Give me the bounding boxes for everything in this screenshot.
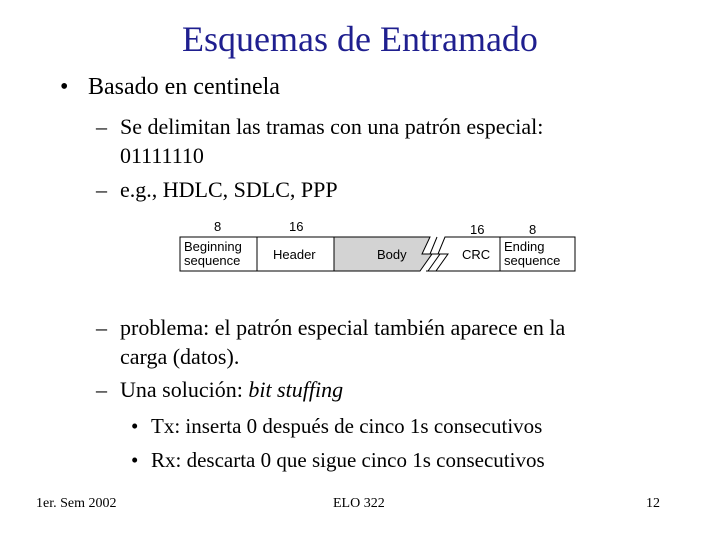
body-label: Body: [377, 247, 407, 262]
size-ending: 8: [529, 222, 537, 237]
header-label: Header: [273, 247, 316, 262]
size-header: 16: [289, 219, 304, 234]
sub-bullet-text: Una solución:: [120, 377, 249, 402]
sub-bullet-text: problema: el patrón especial también aparece en la: [120, 315, 566, 340]
bullet-dot: •: [131, 448, 139, 472]
ending-line2: sequence: [504, 253, 561, 268]
ending-label: [504, 240, 560, 268]
rx-text: Rx: descarta 0 que sigue cinco 1s consecutivos: [151, 448, 545, 472]
tx-bullet: [131, 414, 542, 439]
page-number: 12: [646, 496, 660, 511]
footer-center: ELO 322: [333, 496, 385, 511]
sub-bullet-text: e.g., HDLC, SDLC, PPP: [120, 177, 338, 202]
beginning-line2: sequence: [184, 253, 241, 268]
tx-text: Tx: inserta 0 después de cinco 1s consecutivos: [151, 414, 543, 438]
bullet-dot: •: [60, 74, 69, 100]
sub-bullet-solucion: [96, 377, 343, 403]
sub-bullet-problema-cont: carga (datos).: [120, 344, 240, 369]
bullet-text: Basado en centinela: [88, 74, 280, 100]
crc-label: CRC: [462, 247, 491, 262]
ending-line1: Ending: [504, 239, 545, 254]
beginning-label: [184, 240, 242, 268]
dash: –: [96, 177, 107, 202]
slide-title: Esquemas de Entramado: [182, 19, 538, 59]
beginning-line1: Beginning: [184, 239, 242, 254]
bullet-dot: •: [131, 414, 139, 438]
sub-bullet-problema: [96, 315, 565, 341]
rx-bullet: [131, 448, 545, 473]
size-beginning: 8: [214, 219, 222, 234]
size-crc: 16: [470, 222, 485, 237]
sub-bullet-text: Se delimitan las tramas con una patrón especial:: [120, 114, 544, 139]
dash: –: [96, 114, 107, 139]
footer-left: 1er. Sem 2002: [36, 496, 117, 511]
bit-stuffing-term: bit stuffing: [248, 377, 344, 402]
dash: –: [96, 377, 107, 402]
flag-pattern: 01111110: [120, 143, 204, 168]
dash: –: [96, 315, 107, 340]
